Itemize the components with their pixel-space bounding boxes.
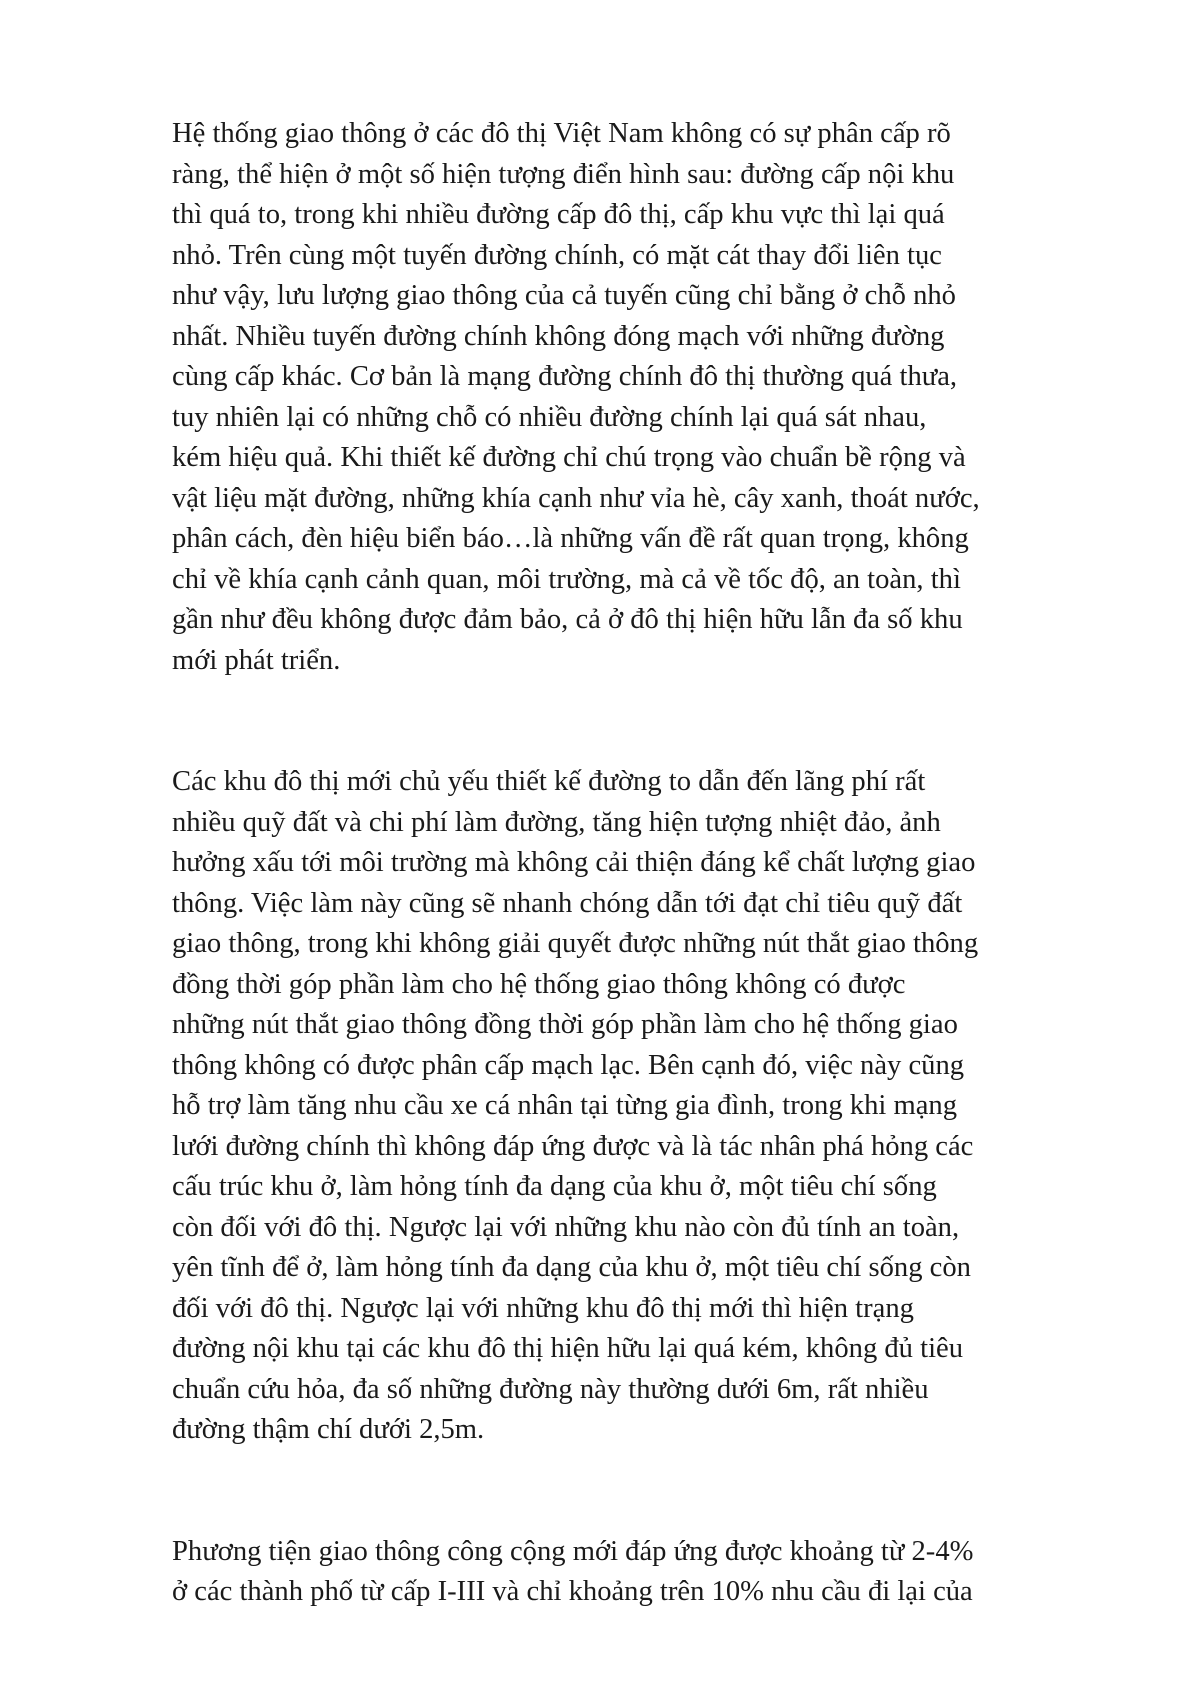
text-line: hưởng xấu tới môi trường mà không cải thiện đáng kể chất lượng giao [172,847,976,878]
text-line: chỉ về khía cạnh cảnh quan, môi trường, mà cả về tốc độ, an toàn, thì [172,563,961,595]
text-line: ở các thành phố từ cấp I-III và chỉ khoảng trên 10% nhu cầu đi lại của [172,1576,973,1607]
text-line: nhiều quỹ đất và chi phí làm đường, tăng hiện tượng nhiệt đảo, ảnh [172,806,941,838]
text-line: Phương tiện giao thông công cộng mới đáp ứng được khoảng từ 2-4% [172,1535,974,1567]
text-line: phân cách, đèn hiệu biển báo…là những vấn đề rất quan trọng, không [172,523,969,554]
text-line: thông không có được phân cấp mạch lạc. Bên cạnh đó, việc này cũng [172,1049,965,1081]
text-line: cấu trúc khu ở, làm hỏng tính đa dạng của khu ở, một tiêu chí sống [172,1171,937,1202]
text-line: đường nội khu tại các khu đô thị hiện hữu lại quá kém, không đủ tiêu [172,1333,964,1364]
text-line: đồng thời góp phần làm cho hệ thống giao thông không có được [172,968,906,1000]
text-line: chuẩn cứu hỏa, đa số những đường này thường dưới 6m, rất nhiều [172,1373,929,1405]
paragraph-3 [172,1532,1132,1613]
text-line: Các khu đô thị mới chủ yếu thiết kế đường to dẫn đến lãng phí rất [172,766,926,797]
document-body [172,114,1132,1613]
text-line: như vậy, lưu lượng giao thông của cả tuyến cũng chỉ bằng ở chỗ nhỏ [172,280,956,311]
text-line: yên tĩnh để ở, làm hỏng tính đa dạng của khu ở, một tiêu chí sống còn [172,1252,971,1283]
text-line: lưới đường chính thì không đáp ứng được và là tác nhân phá hỏng các [172,1130,974,1162]
text-line: đối với đô thị. Ngược lại với những khu đô thị mới thì hiện trạng [172,1292,914,1324]
text-line: cùng cấp khác. Cơ bản là mạng đường chính đô thị thường quá thưa, [172,361,958,392]
text-line: giao thông, trong khi không giải quyết được những nút thắt giao thông [172,928,979,959]
text-line: thông. Việc làm này cũng sẽ nhanh chóng dẫn tới đạt chỉ tiêu quỹ đất [172,887,963,919]
text-line: thì quá to, trong khi nhiều đường cấp đô thị, cấp khu vực thì lại quá [172,199,945,230]
paragraph-1 [172,114,1132,681]
text-line: mới phát triển. [172,644,341,676]
text-line: còn đối với đô thị. Ngược lại với những khu nào còn đủ tính an toàn, [172,1211,960,1243]
text-line: những nút thắt giao thông đồng thời góp phần làm cho hệ thống giao [172,1009,958,1040]
text-line: tuy nhiên lại có những chỗ có nhiều đường chính lại quá sát nhau, [172,401,927,433]
text-line: ràng, thể hiện ở một số hiện tượng điển hình sau: đường cấp nội khu [172,158,955,190]
text-line: vật liệu mặt đường, những khía cạnh như vỉa hè, cây xanh, thoát nước, [172,482,980,514]
text-line: nhỏ. Trên cùng một tuyến đường chính, có mặt cát thay đổi liên tục [172,239,942,271]
paragraph-2 [172,762,1132,1451]
text-line: hỗ trợ làm tăng nhu cầu xe cá nhân tại từng gia đình, trong khi mạng [172,1090,957,1121]
text-line: đường thậm chí dưới 2,5m. [172,1414,485,1445]
text-line: gần như đều không được đảm bảo, cả ở đô thị hiện hữu lẫn đa số khu [172,604,963,635]
text-line: Hệ thống giao thông ở các đô thị Việt Nam không có sự phân cấp rõ [172,118,951,149]
text-line: nhất. Nhiều tuyến đường chính không đóng mạch với những đường [172,320,945,352]
text-line: kém hiệu quả. Khi thiết kế đường chỉ chú trọng vào chuẩn bề rộng và [172,442,966,473]
